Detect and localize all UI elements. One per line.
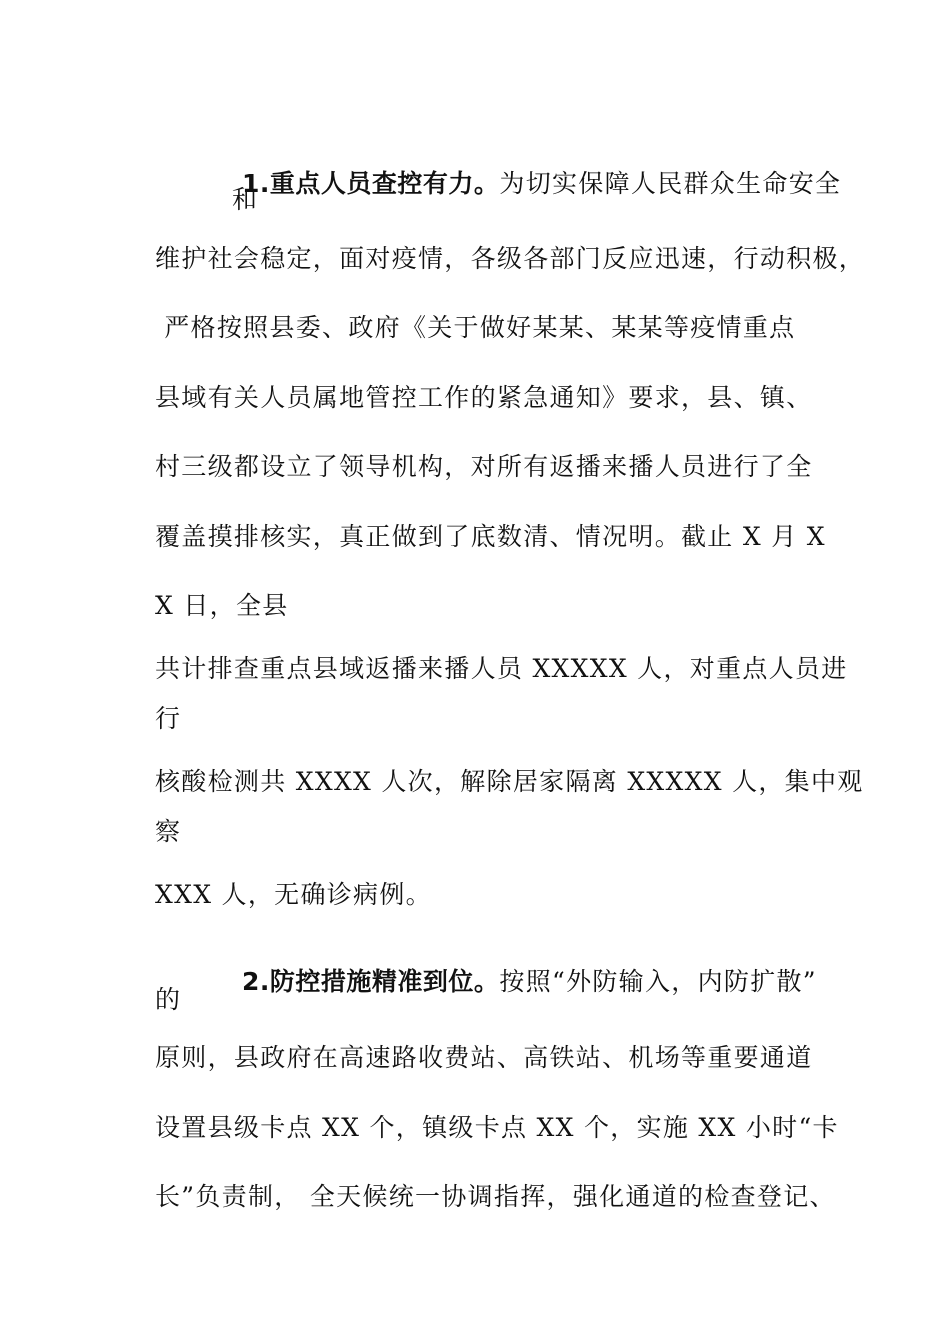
paragraph-line: 覆盖摸排核实，真正做到了底数清、情况明。截止 X 月 X xyxy=(155,522,826,551)
paragraph-line: 核酸检测共 XXXX 人次，解除居家隔离 XXXXX 人，集中观 xyxy=(155,767,864,796)
section2-first-line xyxy=(205,934,817,1030)
paragraph-line: X 日，全县 xyxy=(155,591,289,620)
paragraph-line: 严格按照县委、政府《关于做好某某、某某等疫情重点 xyxy=(155,313,796,342)
paragraph-line: 按照“外防输入，内防扩散” xyxy=(499,967,817,996)
section2-heading: 2.防控措施精准到位。 xyxy=(242,967,500,996)
paragraph-line: 察 xyxy=(155,817,182,846)
paragraph-line: 维护社会稳定，面对疫情，各级各部门反应迅速，行动积极， xyxy=(155,244,866,273)
paragraph-line: 县域有关人员属地管控工作的紧急通知》要求，县、镇、 xyxy=(155,383,813,412)
section1-first-line xyxy=(205,136,841,232)
paragraph-line: 的 xyxy=(155,985,182,1014)
section1-heading: 1.重点人员查控有力。 xyxy=(242,169,500,198)
paragraph-line: 长”负责制， 全天候统一协调指挥，强化通道的检查登记、 xyxy=(155,1182,836,1211)
paragraph-line: 和 xyxy=(232,185,259,214)
paragraph-line: 共计排查重点县域返播来播人员 XXXXX 人，对重点人员进 xyxy=(155,654,848,683)
paragraph-line: 为切实保障人民群众生命安全 xyxy=(499,169,842,198)
paragraph-line: 原则，县政府在高速路收费站、高铁站、机场等重要通道 xyxy=(155,1043,813,1072)
paragraph-line: 行 xyxy=(155,704,182,733)
paragraph-line: 村三级都设立了领导机构，对所有返播来播人员进行了全 xyxy=(155,452,813,481)
paragraph-line: XXX 人，无确诊病例。 xyxy=(155,880,432,909)
paragraph-line: 设置县级卡点 XX 个，镇级卡点 XX 个，实施 XX 小时“卡 xyxy=(155,1113,839,1142)
